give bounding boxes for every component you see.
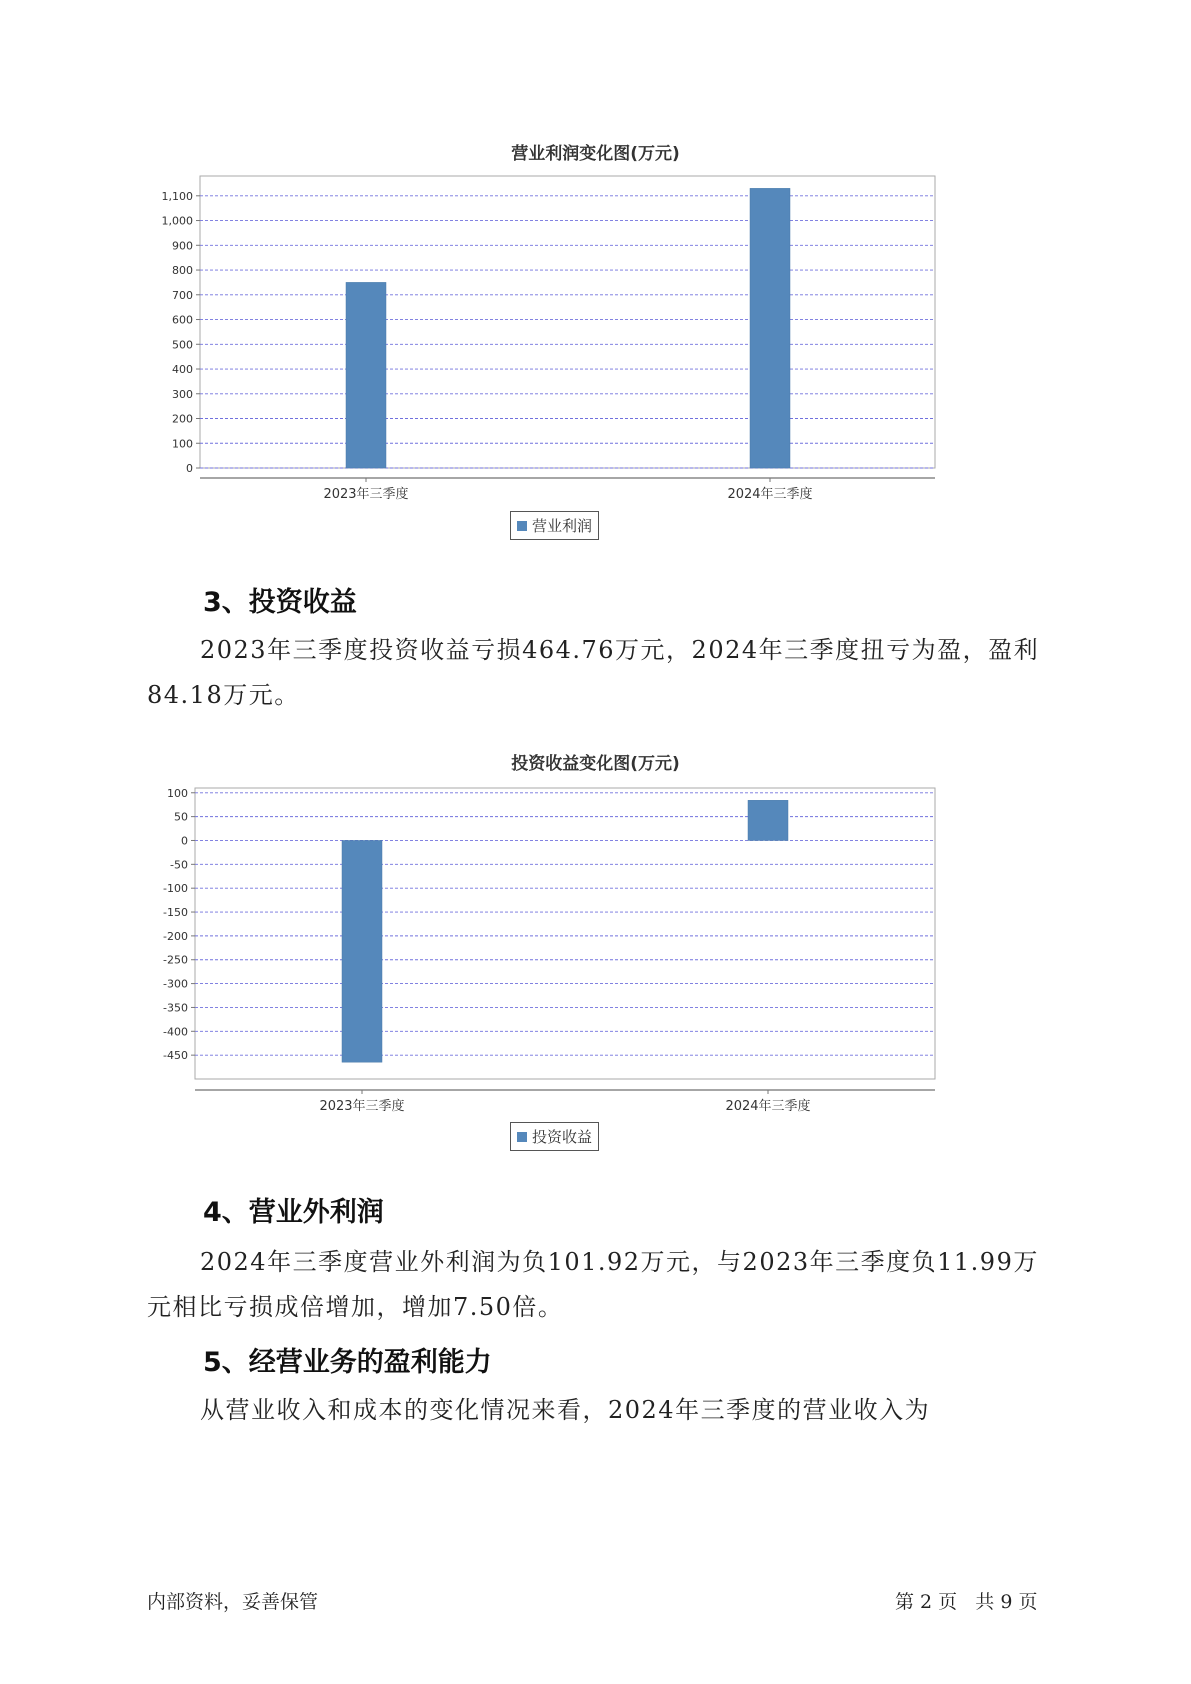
y-tick-label: -400 <box>163 1025 188 1039</box>
y-tick-label: -100 <box>163 882 188 896</box>
bar <box>346 282 386 468</box>
chart2-legend-label: 投资收益 <box>532 1128 593 1146</box>
y-tick-label: -200 <box>163 929 188 943</box>
y-tick-label: 0 <box>186 462 193 475</box>
y-tick-label: -150 <box>163 906 188 920</box>
y-tick-label: 800 <box>172 264 193 278</box>
y-tick-label: 900 <box>172 239 193 253</box>
y-tick-label: 600 <box>172 313 193 327</box>
legend-swatch-icon <box>517 1132 527 1142</box>
y-tick-label: 1,100 <box>161 189 193 203</box>
y-tick-label: 300 <box>172 387 193 401</box>
section5-paragraph: 从营业收入和成本的变化情况来看，2024年三季度的营业收入为 <box>200 1396 931 1424</box>
chart2-legend <box>510 1122 599 1151</box>
section3-paragraph: 2023年三季度投资收益亏损464.76万元，2024年三季度扭亏为盈，盈利84.18万元。 <box>147 636 1040 709</box>
y-tick-label: 0 <box>181 834 188 848</box>
y-tick-label: 700 <box>172 288 193 302</box>
y-tick-label: 50 <box>174 810 188 824</box>
x-tick-label: 2023年三季度 <box>323 487 409 502</box>
y-tick-label: -450 <box>163 1049 188 1063</box>
x-tick-label: 2024年三季度 <box>725 1099 811 1114</box>
y-tick-label: -50 <box>170 858 188 872</box>
chart1-legend <box>510 511 599 540</box>
y-tick-label: 100 <box>167 786 188 800</box>
section4-paragraph: 2024年三季度营业外利润为负101.92万元，与2023年三季度负11.99万元相比亏损成倍增加，增加7.50倍。 <box>147 1248 1039 1321</box>
y-tick-label: 400 <box>172 363 193 377</box>
y-tick-label: 200 <box>172 412 193 426</box>
legend-swatch-icon <box>517 521 527 531</box>
investment-income-chart <box>0 780 1191 1125</box>
y-tick-label: 1,000 <box>161 214 193 228</box>
operating-profit-chart <box>0 170 1191 510</box>
bar <box>342 840 382 1062</box>
footer-confidential-note: 内部资料，妥善保管 <box>147 1591 319 1613</box>
plot-frame <box>195 788 935 1079</box>
bar <box>750 188 790 468</box>
y-tick-label: -350 <box>163 1001 188 1015</box>
chart1-legend-label: 营业利润 <box>532 517 593 535</box>
bar <box>748 800 788 840</box>
x-tick-label: 2023年三季度 <box>319 1099 405 1114</box>
footer-page-number: 第 2 页 共 9 页 <box>895 1591 1038 1613</box>
section3-heading: 3、投资收益 <box>203 587 357 618</box>
y-tick-label: 100 <box>172 437 193 451</box>
section4-heading: 4、营业外利润 <box>203 1197 384 1228</box>
x-tick-label: 2024年三季度 <box>727 487 813 502</box>
section5-heading: 5、经营业务的盈利能力 <box>203 1347 492 1378</box>
chart1-title: 营业利润变化图(万元) <box>511 144 680 164</box>
y-tick-label: -300 <box>163 977 188 991</box>
chart2-title: 投资收益变化图(万元) <box>511 754 680 774</box>
plot-frame <box>200 176 935 468</box>
y-tick-label: 500 <box>172 338 193 352</box>
y-tick-label: -250 <box>163 953 188 967</box>
